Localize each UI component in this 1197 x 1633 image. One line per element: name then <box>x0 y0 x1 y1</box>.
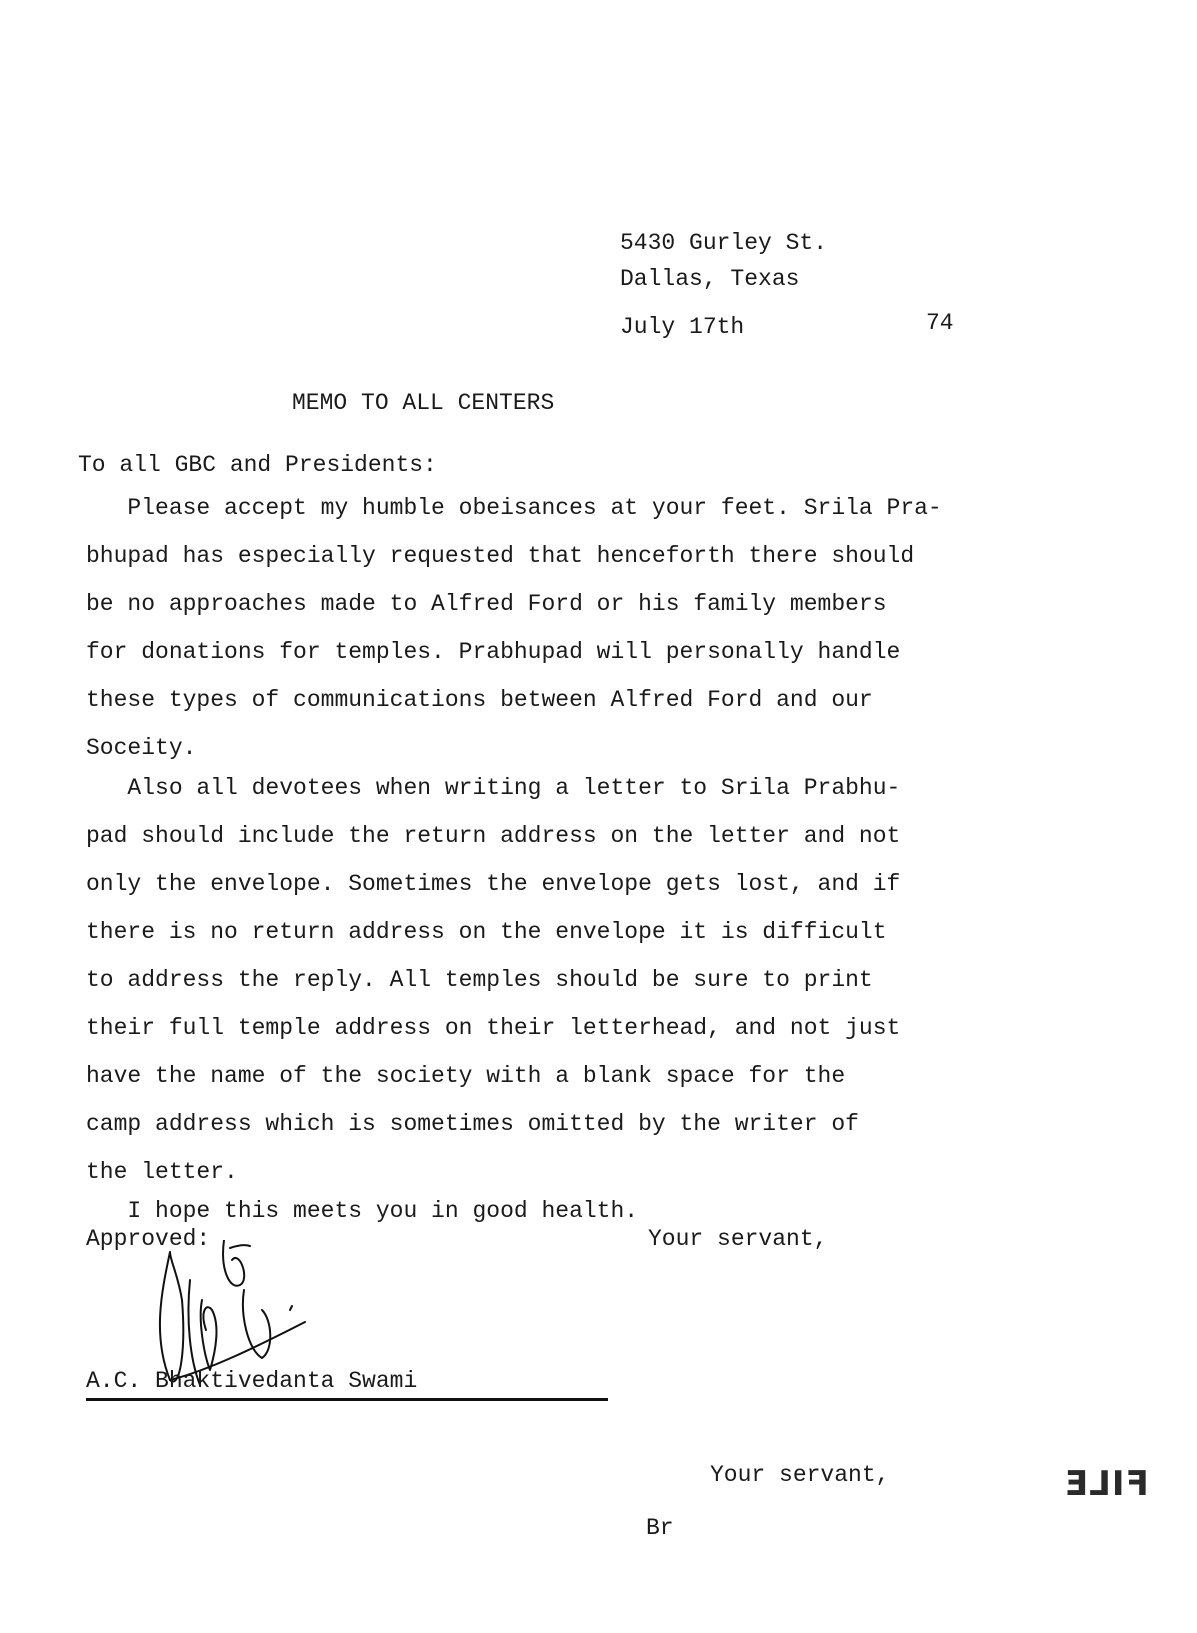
approved-label: Approved: <box>86 1226 211 1252</box>
paragraph-line: bhupad has especially requested that henceforth there should <box>86 543 915 569</box>
paragraph-line: Please accept my humble obeisances at your feet. Srila Pra- <box>86 495 942 521</box>
address-line-2: Dallas, Texas <box>620 266 800 292</box>
closing-wish: I hope this meets you in good health. <box>86 1198 639 1224</box>
address-line-1: 5430 Gurley St. <box>620 230 828 256</box>
paragraph-line: have the name of the society with a blank space for the <box>86 1063 846 1089</box>
your-servant-1: Your servant, <box>648 1226 828 1252</box>
paragraph-line: for donations for temples. Prabhupad will personally handle <box>86 639 901 665</box>
paragraph-line: the letter. <box>86 1159 238 1185</box>
file-stamp: FILE <box>1064 1464 1149 1504</box>
signoff-initial: Br <box>646 1515 674 1541</box>
approver-name: A.C. Bhaktivedanta Swami <box>86 1368 418 1394</box>
paragraph-line: these types of communications between Alfred Ford and our <box>86 687 873 713</box>
paragraph-line: there is no return address on the envelope it is difficult <box>86 919 887 945</box>
paragraph-line: be no approaches made to Alfred Ford or his family members <box>86 591 887 617</box>
your-servant-2: Your servant, <box>710 1462 890 1488</box>
paragraph-line: Soceity. <box>86 735 197 761</box>
paragraph-line: only the envelope. Sometimes the envelope gets lost, and if <box>86 871 901 897</box>
date-year: 74 <box>926 310 954 336</box>
paragraph-line: camp address which is sometimes omitted by the writer of <box>86 1111 859 1137</box>
signature-line <box>86 1398 608 1401</box>
paragraph-line: to address the reply. All temples should be sure to print <box>86 967 873 993</box>
memo-title: MEMO TO ALL CENTERS <box>292 390 555 416</box>
paragraph-1 <box>86 484 1026 772</box>
paragraph-line: Also all devotees when writing a letter to Srila Prabhu- <box>86 775 901 801</box>
salutation: To all GBC and Presidents: <box>78 452 437 478</box>
paragraph-line: pad should include the return address on the letter and not <box>86 823 901 849</box>
paragraph-line: their full temple address on their letterhead, and not just <box>86 1015 901 1041</box>
paragraph-2 <box>86 764 1026 1196</box>
date: July 17th <box>620 314 745 340</box>
